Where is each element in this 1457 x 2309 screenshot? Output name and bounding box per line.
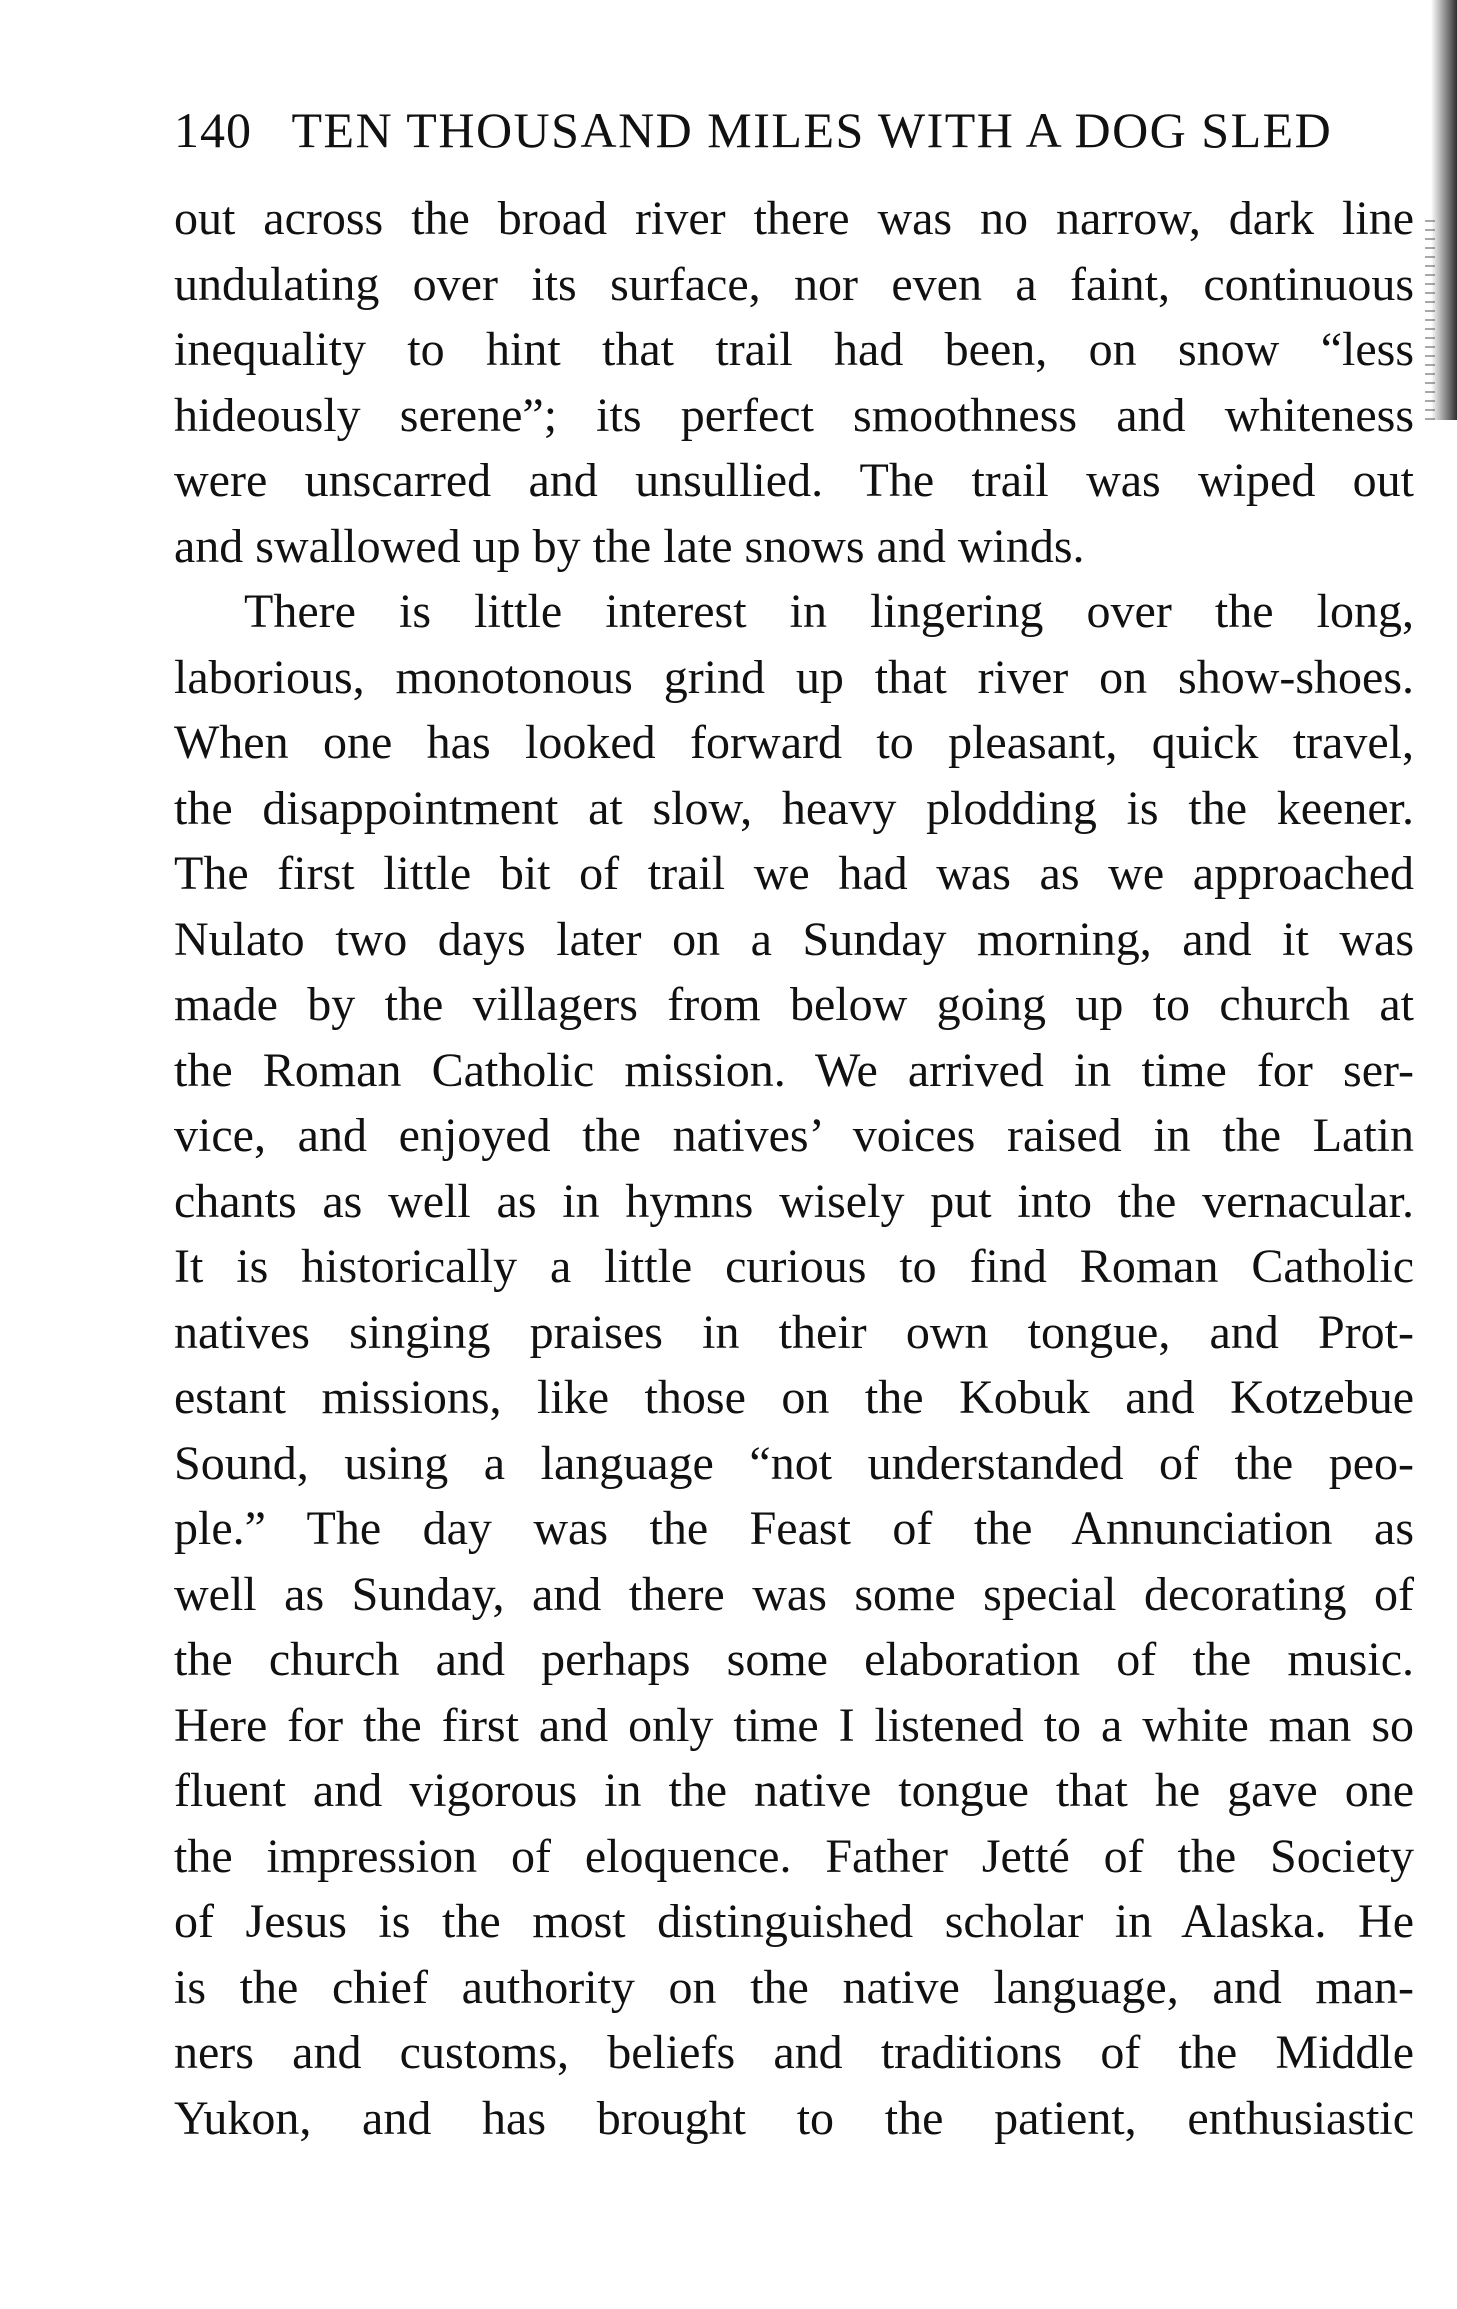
text-line: Yukon, and has brought to the patient, enthusiastic — [174, 2091, 1414, 2145]
text-line: inequality to hint that trail had been, on snow “less — [174, 323, 1414, 376]
text-line: When one has looked forward to pleasant, quick travel, — [174, 716, 1414, 769]
text-line: The first little bit of trail we had was as we approached — [174, 847, 1414, 900]
running-title: TEN THOUSAND MILES WITH A DOG SLED — [291, 102, 1333, 158]
running-head — [174, 95, 1434, 165]
text-line: of Jesus is the most distinguished scholar in Alaska. He — [174, 1895, 1414, 1948]
text-line: chants as well as in hymns wisely put into the vernacular. — [174, 1174, 1414, 1228]
text-line: fluent and vigorous in the native tongue that he gave one — [174, 1764, 1414, 1817]
text-line: natives singing praises in their own tongue, and Prot- — [174, 1305, 1414, 1359]
text-line: hideously serene”; its perfect smoothness and whiteness — [174, 388, 1414, 442]
text-line: were unscarred and unsullied. The trail was wiped out — [174, 454, 1414, 507]
text-line: Here for the first and only time I listened to a white man so — [174, 1698, 1414, 1752]
text-line: out across the broad river there was no narrow, dark line — [174, 192, 1414, 245]
text-line: estant missions, like those on the Kobuk and Kotzebue — [174, 1371, 1414, 1424]
text-line: and swallowed up by the late snows and winds. — [174, 519, 1085, 573]
page-number: 140 — [174, 102, 252, 158]
text-line: ple.” The day was the Feast of the Annunciation as — [174, 1502, 1414, 1555]
text-line: ners and customs, beliefs and traditions of the Middle — [174, 2026, 1414, 2079]
text-line: Nulato two days later on a Sunday morning, and it was — [174, 912, 1414, 966]
text-line: the Roman Catholic mission. We arrived in time for ser- — [174, 1043, 1414, 1097]
text-line: vice, and enjoyed the natives’ voices raised in the Latin — [174, 1109, 1414, 1162]
text-line: made by the villagers from below going up to church at — [174, 978, 1414, 1031]
text-line: laborious, monotonous grind up that river on show-shoes. — [174, 650, 1414, 704]
page-edge-specks — [1425, 220, 1435, 420]
text-line: is the chief authority on the native language, and man- — [174, 1960, 1414, 2014]
text-line: There is little interest in lingering over the long, — [244, 585, 1414, 638]
text-line: the church and perhaps some elaboration of the music. — [174, 1633, 1414, 1686]
text-line: It is historically a little curious to find Roman Catholic — [174, 1240, 1414, 1293]
body-text — [174, 186, 1414, 2151]
text-line: well as Sunday, and there was some special decorating of — [174, 1567, 1414, 1621]
text-line: the impression of eloquence. Father Jetté of the Society — [174, 1829, 1414, 1883]
text-line: Sound, using a language “not understanded of the peo- — [174, 1436, 1414, 1490]
text-line: the disappointment at slow, heavy plodding is the keener. — [174, 781, 1414, 835]
text-line: undulating over its surface, nor even a faint, continuous — [174, 257, 1414, 311]
